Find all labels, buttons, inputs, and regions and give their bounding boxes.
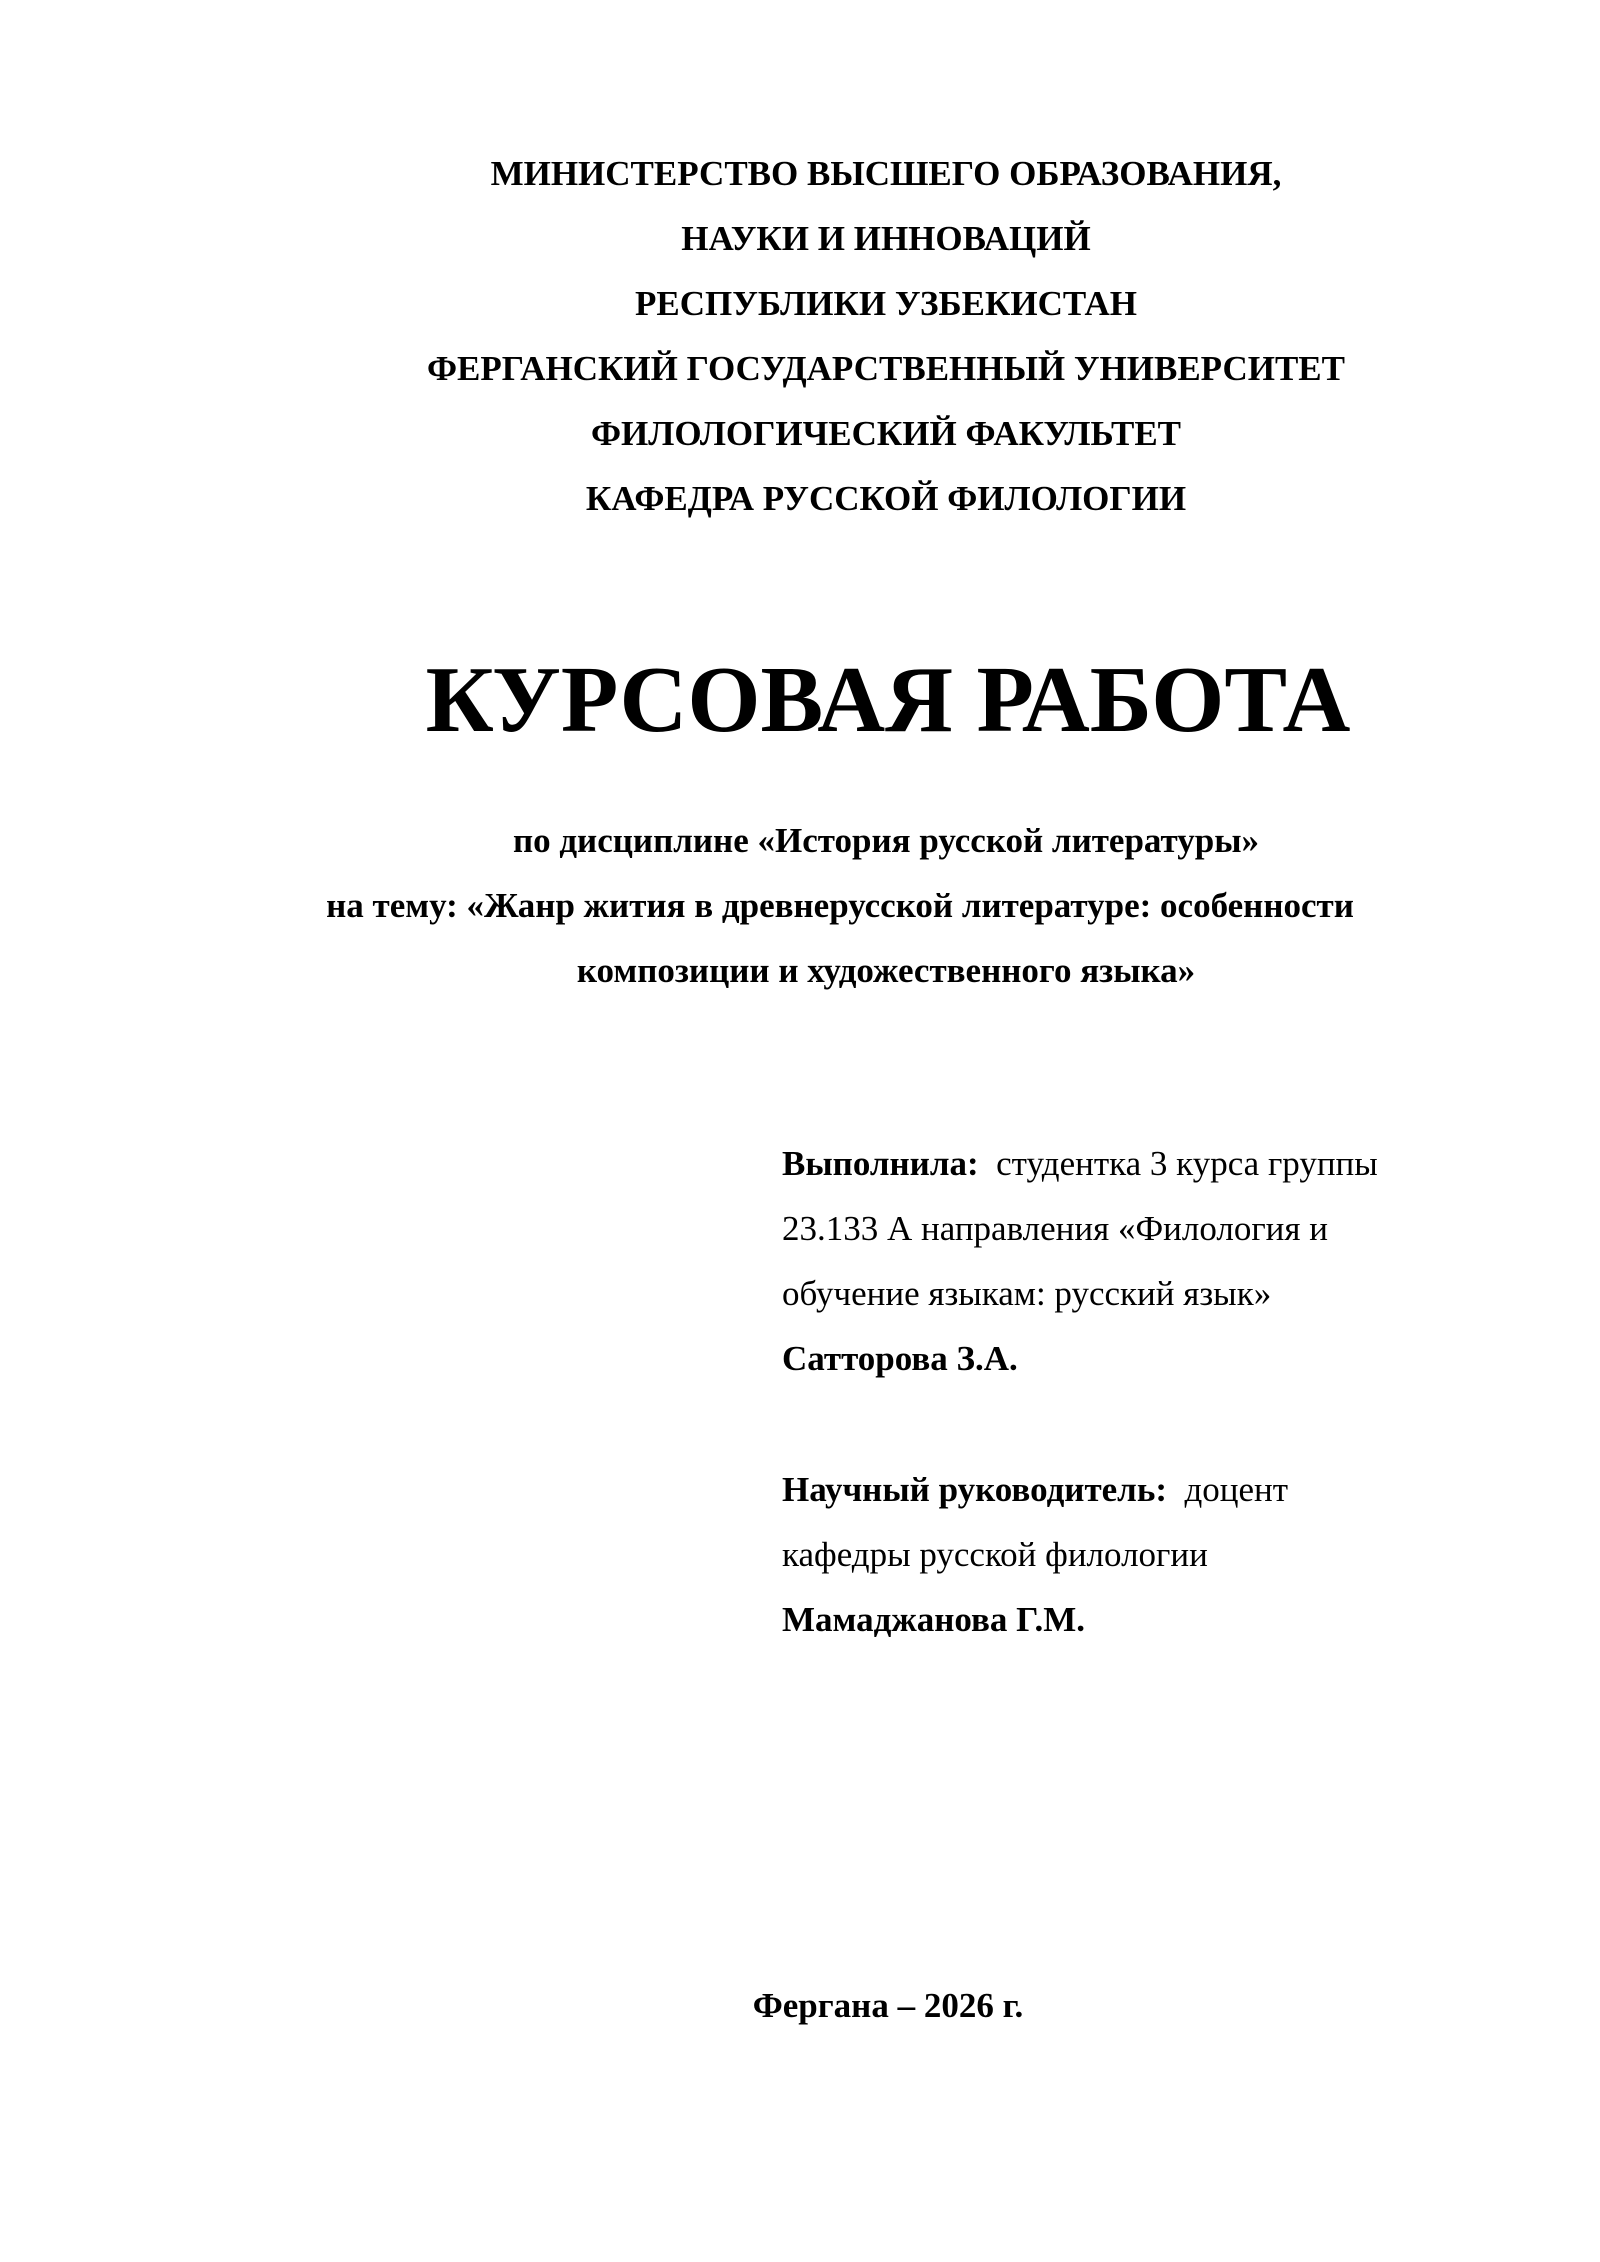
- theme-line-2: композиции и художественного языка»: [576, 951, 1196, 990]
- author-status: студентка 3 курса группы: [996, 1144, 1378, 1183]
- author-label: Выполнила:: [782, 1144, 979, 1183]
- header-line-faculty: ФИЛОЛОГИЧЕСКИЙ ФАКУЛЬТЕТ: [590, 414, 1182, 453]
- header-line-ministry: МИНИСТЕРСТВО ВЫСШЕГО ОБРАЗОВАНИЯ,: [490, 154, 1282, 193]
- header-line-university: ФЕРГАНСКИЙ ГОСУДАРСТВЕННЫЙ УНИВЕРСИТЕТ: [426, 349, 1346, 388]
- document-title: КУРСОВАЯ РАБОТА: [425, 648, 1351, 752]
- supervisor-name: Мамаджанова Г.М.: [782, 1600, 1086, 1639]
- author-line-1: [782, 1144, 1378, 1184]
- header-line-science: НАУКИ И ИННОВАЦИЙ: [681, 219, 1091, 258]
- author-name: Сатторова З.А.: [782, 1339, 1018, 1378]
- header-line-department: КАФЕДРА РУССКОЙ ФИЛОЛОГИИ: [585, 479, 1187, 518]
- header-line-republic: РЕСПУБЛИКИ УЗБЕКИСТАН: [635, 284, 1137, 323]
- supervisor-line-1: [782, 1470, 1288, 1510]
- supervisor-position: доцент: [1184, 1470, 1289, 1509]
- author-line-3: обучение языкам: русский язык»: [782, 1274, 1272, 1313]
- city-year: Фергана – 2026 г.: [752, 1986, 1024, 2025]
- supervisor-label: Научный руководитель:: [782, 1470, 1167, 1509]
- theme-line-1: на тему: «Жанр жития в древнерусской литературе: особенности: [326, 886, 1354, 925]
- author-line-2: 23.133 А направления «Филология и: [782, 1209, 1328, 1248]
- discipline-line: по дисциплине «История русской литературы»: [512, 821, 1260, 860]
- supervisor-line-2: кафедры русской филологии: [782, 1535, 1208, 1574]
